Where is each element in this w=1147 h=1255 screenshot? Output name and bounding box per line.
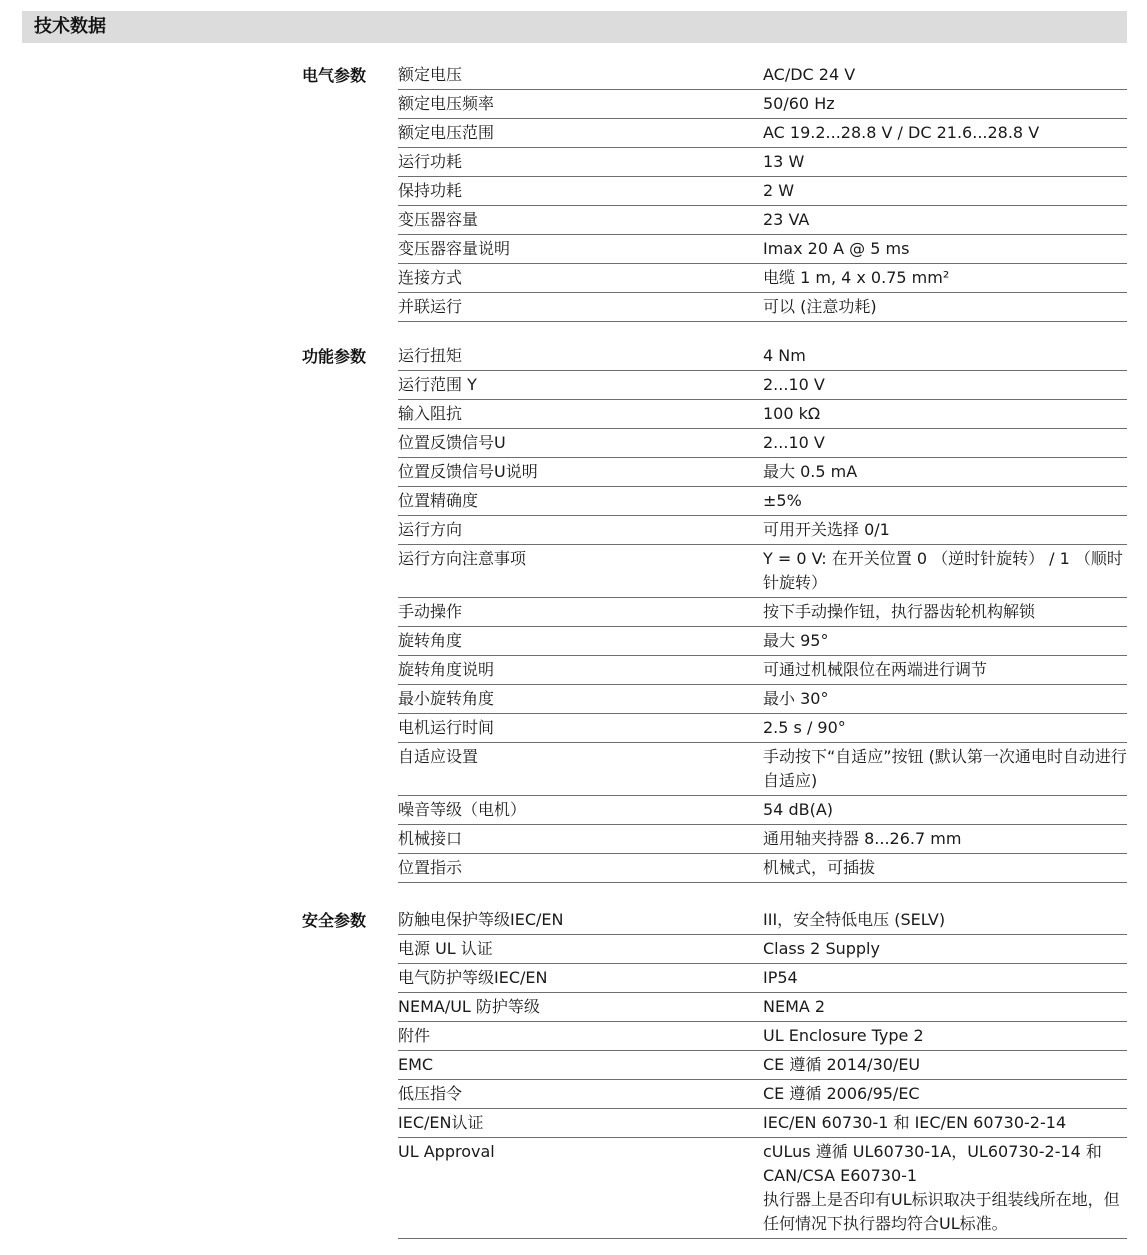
table-row — [398, 714, 1127, 743]
spec-value: IEC/EN 60730-1 和 IEC/EN 60730-2-14 — [763, 1113, 1067, 1132]
spec-value: 2...10 V — [763, 433, 825, 452]
spec-label: 运行功耗 — [398, 152, 463, 171]
spec-label: 连接方式 — [398, 268, 463, 287]
spec-value: 电缆 1 m, 4 x 0.75 mm² — [763, 268, 950, 287]
spec-value: cULus 遵循 UL60730-1A，UL60730-2-14 和 CAN/CSA E60730-1 执行器上是否印有UL标识取决于组装线所在地，但任何情况下执行器均符合UL标准。 — [763, 1142, 1120, 1233]
table-row — [398, 1109, 1127, 1138]
table-row — [398, 796, 1127, 825]
spec-value: 机械式，可插拔 — [763, 858, 876, 877]
spec-value: IP54 — [763, 968, 798, 987]
table-row — [398, 627, 1127, 656]
spec-value: Class 2 Supply — [763, 939, 880, 958]
table-row — [398, 148, 1127, 177]
table-row — [398, 206, 1127, 235]
spec-value: 2...10 V — [763, 375, 825, 394]
table-row — [398, 1080, 1127, 1109]
spec-label: 并联运行 — [398, 297, 463, 316]
spec-value: CE 遵循 2014/30/EU — [763, 1055, 921, 1074]
spec-value: 100 kΩ — [763, 404, 821, 423]
spec-label: EMC — [398, 1055, 434, 1074]
spec-label: 电机运行时间 — [398, 718, 495, 737]
spec-value: 最大 0.5 mA — [763, 462, 858, 481]
spec-label: 机械接口 — [398, 829, 463, 848]
table-row — [398, 371, 1127, 400]
table-row — [398, 964, 1127, 993]
section-title: 功能参数 — [302, 347, 367, 366]
table-row — [398, 993, 1127, 1022]
spec-label: 额定电压频率 — [398, 94, 495, 113]
table-row — [398, 90, 1127, 119]
table-row — [398, 656, 1127, 685]
table-row — [398, 61, 1127, 90]
spec-label: 额定电压范围 — [398, 123, 495, 142]
table-row — [398, 685, 1127, 714]
spec-table — [398, 342, 1127, 883]
spec-label: 电气防护等级IEC/EN — [398, 968, 548, 987]
table-row — [398, 264, 1127, 293]
spec-label: 噪音等级（电机） — [398, 800, 527, 819]
spec-label: 额定电压 — [398, 65, 463, 84]
spec-label: 防触电保护等级IEC/EN — [398, 910, 564, 929]
section-header-bar — [22, 11, 1127, 43]
spec-label: 手动操作 — [398, 602, 463, 621]
spec-label: UL Approval — [398, 1142, 495, 1161]
table-row — [398, 545, 1127, 598]
table-row — [398, 119, 1127, 148]
spec-table — [398, 906, 1127, 1239]
spec-label: 旋转角度说明 — [398, 660, 495, 679]
spec-label: 位置反馈信号U说明 — [398, 462, 538, 481]
table-row — [398, 177, 1127, 206]
table-row — [398, 1022, 1127, 1051]
spec-label: 运行扭矩 — [398, 346, 463, 365]
spec-value: 通用轴夹持器 8...26.7 mm — [763, 829, 962, 848]
spec-value: AC 19.2...28.8 V / DC 21.6...28.8 V — [763, 123, 1040, 142]
table-row — [398, 342, 1127, 371]
spec-label: 低压指令 — [398, 1084, 463, 1103]
spec-value: UL Enclosure Type 2 — [763, 1026, 924, 1045]
spec-value: AC/DC 24 V — [763, 65, 856, 84]
table-row — [398, 935, 1127, 964]
table-row — [398, 1051, 1127, 1080]
spec-label: 运行方向 — [398, 520, 463, 539]
table-row — [398, 293, 1127, 322]
spec-value: CE 遵循 2006/95/EC — [763, 1084, 920, 1103]
table-row — [398, 429, 1127, 458]
page-title: 技术数据 — [34, 16, 106, 37]
spec-label: 运行方向注意事项 — [398, 549, 527, 568]
table-row — [398, 854, 1127, 883]
spec-label: 保持功耗 — [398, 181, 463, 200]
table-row — [398, 235, 1127, 264]
spec-label: 最小旋转角度 — [398, 689, 495, 708]
section-title: 电气参数 — [302, 66, 367, 85]
table-row — [398, 1138, 1127, 1239]
table-row — [398, 487, 1127, 516]
spec-label: IEC/EN认证 — [398, 1113, 484, 1132]
table-row — [398, 906, 1127, 935]
table-row — [398, 458, 1127, 487]
table-row — [398, 743, 1127, 796]
spec-value: 可以 (注意功耗) — [763, 297, 877, 316]
spec-value: 54 dB(A) — [763, 800, 834, 819]
spec-value: 按下手动操作钮，执行器齿轮机构解锁 — [763, 602, 1036, 621]
table-row — [398, 825, 1127, 854]
spec-value: NEMA 2 — [763, 997, 826, 1016]
spec-value: 2.5 s / 90° — [763, 718, 846, 737]
spec-value: ±5% — [763, 491, 802, 510]
spec-label: 旋转角度 — [398, 631, 463, 650]
spec-value: 2 W — [763, 181, 795, 200]
spec-label: NEMA/UL 防护等级 — [398, 997, 540, 1016]
spec-label: 位置反馈信号U — [398, 433, 506, 452]
spec-value: 最小 30° — [763, 689, 829, 708]
spec-value: Imax 20 A @ 5 ms — [763, 239, 910, 258]
spec-label: 运行范围 Y — [398, 375, 477, 394]
spec-label: 位置精确度 — [398, 491, 479, 510]
table-row — [398, 516, 1127, 545]
spec-label: 电源 UL 认证 — [398, 939, 493, 958]
spec-value: 可通过机械限位在两端进行调节 — [763, 660, 988, 679]
spec-value: 4 Nm — [763, 346, 806, 365]
spec-value: 13 W — [763, 152, 805, 171]
spec-label: 变压器容量 — [398, 210, 479, 229]
spec-value: Y = 0 V: 在开关位置 0 （逆时针旋转） / 1 （顺时针旋转） — [763, 549, 1123, 592]
spec-table — [398, 61, 1127, 322]
spec-label: 自适应设置 — [398, 747, 479, 766]
spec-label: 附件 — [398, 1026, 431, 1045]
spec-label: 变压器容量说明 — [398, 239, 511, 258]
spec-value: 50/60 Hz — [763, 94, 835, 113]
table-row — [398, 598, 1127, 627]
spec-label: 输入阻抗 — [398, 404, 463, 423]
spec-value: III，安全特低电压 (SELV) — [763, 910, 946, 929]
spec-value: 手动按下“自适应”按钮 (默认第一次通电时自动进行自适应) — [763, 747, 1127, 790]
table-row — [398, 400, 1127, 429]
spec-value: 23 VA — [763, 210, 810, 229]
spec-value: 可用开关选择 0/1 — [763, 520, 890, 539]
spec-value: 最大 95° — [763, 631, 829, 650]
section-title: 安全参数 — [302, 911, 367, 930]
spec-label: 位置指示 — [398, 858, 463, 877]
